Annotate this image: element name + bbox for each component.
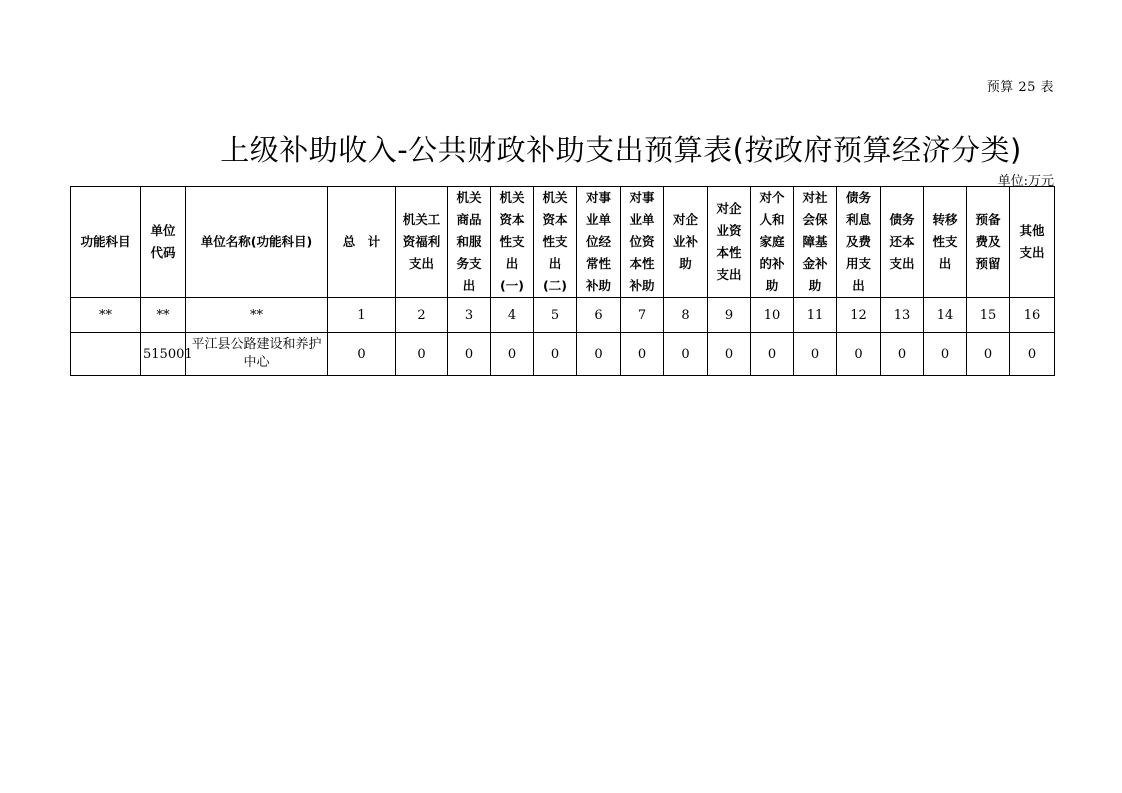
table-cell: 11 (794, 298, 837, 333)
table-cell: 15 (967, 298, 1010, 333)
table-cell: 16 (1010, 298, 1055, 333)
table-cell: 10 (751, 298, 794, 333)
column-header: 总 计 (328, 187, 396, 298)
table-cell: 0 (924, 333, 967, 376)
index-row (71, 298, 1055, 333)
table-cell: 5 (534, 298, 577, 333)
table-cell: 1 (328, 298, 396, 333)
table-cell: 9 (708, 298, 751, 333)
table-cell: ** (71, 298, 141, 333)
column-header: 预备费及预留 (967, 187, 1010, 298)
table-cell: 0 (534, 333, 577, 376)
table-cell: 0 (448, 333, 491, 376)
column-header: 债务利息及费用支出 (837, 187, 881, 298)
column-header: 转移性支出 (924, 187, 967, 298)
unit-label: 单位:万元 (997, 174, 1054, 189)
table-cell: ** (141, 298, 186, 333)
table-cell: 0 (396, 333, 448, 376)
column-header: 对事业单位资本性补助 (621, 187, 664, 298)
table-cell: 0 (751, 333, 794, 376)
column-header: 单位名称(功能科目) (186, 187, 328, 298)
table-cell: 8 (664, 298, 708, 333)
table-cell: 0 (837, 333, 881, 376)
column-header: 单位代码 (141, 187, 186, 298)
table-cell: 0 (664, 333, 708, 376)
column-header: 对个人和家庭的补助 (751, 187, 794, 298)
table-cell: 0 (794, 333, 837, 376)
table-cell: 0 (621, 333, 664, 376)
function-subject-cell (71, 333, 141, 376)
column-header: 功能科目 (71, 187, 141, 298)
budget-table (70, 186, 1055, 376)
table-cell: 0 (577, 333, 621, 376)
column-header: 机关资本性支出(一) (491, 187, 534, 298)
table-cell: 0 (708, 333, 751, 376)
table-cell: 0 (1010, 333, 1055, 376)
column-header: 其他支出 (1010, 187, 1055, 298)
table-cell: 14 (924, 298, 967, 333)
column-header: 机关资本性支出(二) (534, 187, 577, 298)
table-cell: 2 (396, 298, 448, 333)
table-cell: 6 (577, 298, 621, 333)
column-header: 机关工资福利支出 (396, 187, 448, 298)
table-cell: 12 (837, 298, 881, 333)
table-cell: 4 (491, 298, 534, 333)
column-header: 债务还本支出 (881, 187, 924, 298)
table-cell: 0 (967, 333, 1010, 376)
column-header: 机关商品和服务支出 (448, 187, 491, 298)
table-cell: 3 (448, 298, 491, 333)
unit-name-cell: 平江县公路建设和养护中心 (186, 333, 328, 376)
unit-code-cell: 515001 (141, 333, 186, 376)
column-header: 对企业补助 (664, 187, 708, 298)
table-cell: 0 (328, 333, 396, 376)
table-cell: 7 (621, 298, 664, 333)
column-header: 对事业单位经常性补助 (577, 187, 621, 298)
header-row (71, 187, 1055, 298)
table-row (71, 333, 1055, 376)
page-title: 上级补助收入-公共财政补助支出预算表(按政府预算经济分类) (220, 133, 1022, 167)
table-cell: 0 (491, 333, 534, 376)
table-cell: 0 (881, 333, 924, 376)
column-header: 对社会保障基金补助 (794, 187, 837, 298)
table-cell: ** (186, 298, 328, 333)
column-header: 对企业资本性支出 (708, 187, 751, 298)
table-cell: 13 (881, 298, 924, 333)
form-number: 预算 25 表 (986, 80, 1054, 95)
